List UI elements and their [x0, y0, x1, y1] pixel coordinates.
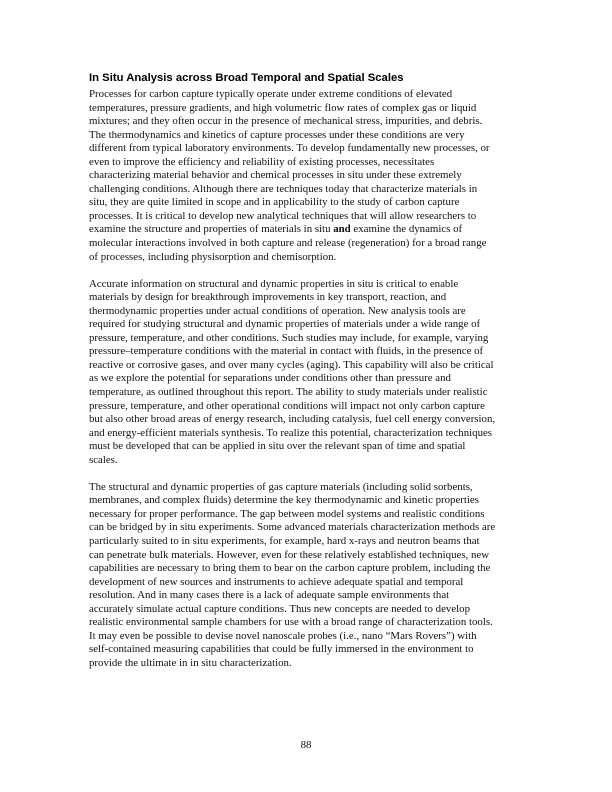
paragraph-line: capabilities are necessary to bring them to bear on the carbon capture problem, including the	[89, 562, 491, 575]
paragraph-line: challenging conditions. Although there are techniques today that characterize materials in	[89, 182, 478, 195]
paragraph-line: mixtures; and they often occur in the presence of mechanical stress, impurities, and debris.	[89, 115, 483, 128]
paragraph-line: required for studying structural and dynamic properties of materials under a wide range of	[89, 318, 481, 331]
paragraph-line: pressure, temperature, and other operational conditions will impact not only carbon capture	[89, 399, 485, 412]
paragraph-line: but also other broad areas of energy research, including catalysis, fuel cell energy conversion,	[89, 413, 496, 426]
bold-emphasis: and	[333, 223, 351, 236]
paragraph-1	[89, 88, 541, 264]
paragraph-line: pressure, temperature, and other conditions. Such studies may include, for example, varying	[89, 331, 489, 344]
paragraph-line: temperatures, pressure gradients, and high volumetric flow rates of complex gas or liquid	[89, 101, 477, 114]
paragraph-line: Accurate information on structural and dynamic properties in situ is critical to enable	[89, 277, 459, 290]
paragraph-2	[89, 278, 541, 468]
paragraph-line: and energy-efficient materials synthesis. To realize this potential, characterization techniques	[89, 426, 493, 439]
paragraph-line: pressure–temperature conditions with the material in contact with fluids, in the presence of	[89, 345, 484, 358]
paragraph-line: can be bridged by in situ experiments. Some advanced materials characterization methods are	[89, 521, 496, 534]
section-heading: In Situ Analysis across Broad Temporal and Spatial Scales	[89, 72, 404, 84]
paragraph-line: materials by design for breakthrough improvements in key transport, reaction, and	[89, 291, 447, 304]
paragraph-line: Processes for carbon capture typically operate under extreme conditions of elevated	[89, 88, 453, 100]
paragraph-3	[89, 481, 541, 671]
paragraph-line: resolution. And in many cases there is a lack of adequate sample environments that	[89, 589, 450, 602]
paragraph-line: even to improve the efficiency and reliability of existing processes, necessitates	[89, 155, 435, 168]
paragraph-line: situ, they are quite limited in scope and in applicability to the study of carbon capture	[89, 196, 460, 209]
paragraph-line: It may even be possible to devise novel nanoscale probes (i.e., nano “Mars Rovers”) with	[89, 629, 477, 642]
paragraph-line: scales.	[89, 453, 118, 466]
paragraph-line: membranes, and complex fluids) determine the key thermodynamic and kinetic properties	[89, 494, 479, 507]
paragraph-line: necessary for proper performance. The gap between model systems and realistic conditions	[89, 507, 485, 520]
paragraph-line: The thermodynamics and kinetics of capture processes under these conditions are very	[89, 128, 465, 141]
line-segment: examine the dynamics of	[353, 223, 463, 236]
paragraph-line-with-bold	[89, 223, 541, 237]
paragraph-line: reactive or corrosive gases, and over many cycles (aging). This capability will also be critical	[89, 358, 494, 371]
paragraph-line: of processes, including physisorption and chemisorption.	[89, 250, 337, 263]
page-number: 88	[300, 739, 312, 751]
paragraph-line: development of new sources and instruments to achieve adequate spatial and temporal	[89, 575, 464, 588]
paragraph-line: self-contained measuring capabilities that could be fully immersed in the environment to	[89, 643, 474, 656]
paragraph-line: thermodynamic properties under actual conditions of operation. New analysis tools are	[89, 304, 466, 317]
paragraph-line: accurately simulate actual capture conditions. Thus new concepts are needed to develop	[89, 602, 470, 615]
paragraph-line: processes. It is critical to develop new analytical techniques that will allow researchers to	[89, 209, 477, 222]
paragraph-line: temperature, as outlined throughout this report. The ability to study materials under realistic	[89, 385, 488, 398]
paragraph-line: characterizing material behavior and chemical processes in situ under these extremely	[89, 169, 462, 182]
paragraph-line: molecular interactions involved in both capture and release (regeneration) for a broad range	[89, 237, 487, 250]
paragraph-line: particularly suited to in situ experiments, for example, hard x-rays and neutron beams that	[89, 534, 480, 547]
paragraph-line: can penetrate bulk materials. However, even for these relatively established techniques, new	[89, 548, 490, 561]
page-content	[89, 71, 541, 684]
paragraph-line: different from typical laboratory environments. To develop fundamentally new processes, or	[89, 142, 490, 155]
paragraph-line: must be developed that can be applied in situ over the relevant span of time and spatial	[89, 440, 466, 453]
paragraph-line: The structural and dynamic properties of gas capture materials (including solid sorbents,	[89, 480, 473, 493]
line-segment: examine the structure and properties of materials in situ	[89, 223, 334, 236]
paragraph-line: as we explore the potential for separations under conditions other than pressure and	[89, 372, 451, 385]
paragraph-line: provide the ultimate in in situ characterization.	[89, 656, 292, 669]
paragraph-line: realistic environmental sample chambers for use with a broad range of characterization tools.	[89, 616, 493, 629]
